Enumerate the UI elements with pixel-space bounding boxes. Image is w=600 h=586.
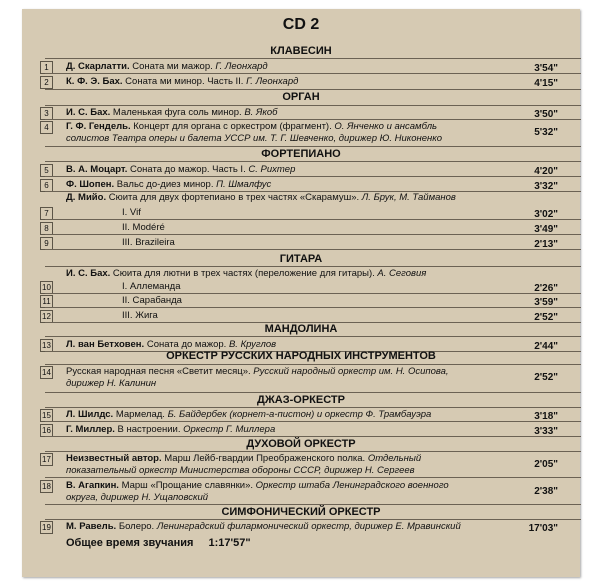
track-number: 18: [40, 480, 53, 493]
track-movement: II. Modéré: [122, 222, 165, 233]
track-duration: 3'50": [534, 109, 558, 120]
total-time: [66, 537, 251, 549]
section-harpsichord: КЛАВЕСИН: [270, 45, 332, 57]
track-composer: Г. Миллер.: [66, 424, 115, 435]
track-work: Марш «Прощание славянки».: [118, 480, 256, 491]
track-performer-continued: округа, дирижер Н. Ущаповский: [66, 492, 209, 503]
work-composer: Д. Мийо.: [66, 192, 107, 203]
track-number: 1: [40, 61, 53, 74]
track-movement: II. Сарабанда: [122, 295, 182, 306]
track-composer: Д. Скарлатти.: [66, 61, 130, 72]
divider: [45, 176, 581, 177]
total-time-label: Общее время звучания: [66, 537, 194, 549]
track-work: Мармелад.: [113, 409, 168, 420]
track-performer: Русский народный оркестр им. Н. Осипова,: [253, 366, 449, 377]
track-composer: В. А. Моцарт.: [66, 164, 128, 175]
divider: [45, 421, 581, 422]
track-performer: Оркестр штаба Ленинградского военного: [255, 480, 449, 491]
track-number: 13: [40, 339, 53, 352]
section-jazz: ДЖАЗ-ОРКЕСТР: [257, 394, 345, 406]
track-composer: Л. ван Бетховен.: [66, 339, 145, 350]
track-line: [66, 76, 506, 88]
divider: [45, 266, 581, 267]
track-performer: Ленинградский филармонический оркестр, дирижер Е. Мравинский: [156, 521, 461, 532]
divider: [45, 161, 581, 162]
track-composer: Ф. Шопен.: [66, 179, 115, 190]
track-composer: Г. Ф. Гендель.: [66, 121, 131, 132]
divider: [45, 219, 581, 220]
track-line: [66, 107, 506, 119]
track-number: 9: [40, 237, 53, 250]
work-performer: Л. Брук, М. Тайманов: [361, 192, 456, 203]
track-performer: Г. Леонхард: [215, 61, 268, 72]
divider: [45, 504, 581, 505]
section-piano: ФОРТЕПИАНО: [261, 148, 341, 160]
track-duration: 3'18": [534, 411, 558, 422]
track-performer: П. Шмалфус: [216, 179, 272, 190]
track-duration: 2'05": [534, 459, 558, 470]
track-movement: I. Vif: [122, 207, 141, 218]
track-number: 7: [40, 207, 53, 220]
divider: [45, 436, 581, 437]
track-number: 19: [40, 521, 53, 534]
track-number: 8: [40, 222, 53, 235]
track-number: 2: [40, 76, 53, 89]
divider: [45, 89, 581, 90]
track-performer-continued: показательный оркестр Министерства обороны СССР, дирижер Н. Сергеев: [66, 465, 415, 476]
track-work: Маленькая фуга соль минор.: [110, 107, 245, 118]
track-work: Концерт для органа с оркестром (фрагмент).: [130, 121, 335, 132]
track-duration: 3'54": [534, 63, 558, 74]
section-symphony: СИМФОНИЧЕСКИЙ ОРКЕСТР: [221, 506, 381, 518]
track-number: 5: [40, 164, 53, 177]
track-duration: 2'52": [534, 372, 558, 383]
divider: [45, 407, 581, 408]
track-duration: 3'49": [534, 224, 558, 235]
track-performer: С. Рихтер: [248, 164, 296, 175]
track-performer: В. Круглов: [228, 339, 277, 350]
track-line-continued: [66, 465, 506, 477]
track-number: 11: [40, 295, 53, 308]
track-performer: Оркестр Г. Миллера: [183, 424, 276, 435]
track-movement: III. Brazileira: [122, 237, 175, 248]
track-number: 6: [40, 179, 53, 192]
work-header: [66, 192, 506, 204]
track-work: Марш Лейб-гвардии Преображенского полка.: [161, 453, 368, 464]
track-composer: К. Ф. Э. Бах.: [66, 76, 123, 87]
track-composer: Неизвестный автор.: [66, 453, 162, 464]
divider: [45, 293, 581, 294]
divider: [45, 451, 581, 452]
track-line: [66, 121, 506, 133]
track-line: [66, 480, 506, 492]
divider: [45, 336, 581, 337]
track-work: В настроении.: [114, 424, 184, 435]
track-number: 4: [40, 121, 53, 134]
disc-title: CD 2: [282, 16, 320, 33]
section-folk: ОРКЕСТР РУССКИХ НАРОДНЫХ ИНСТРУМЕНТОВ: [166, 350, 436, 362]
track-composer: В. Агапкин.: [66, 480, 119, 491]
track-performer-continued: дирижер Н. Калинин: [66, 378, 157, 389]
divider: [45, 105, 581, 106]
track-composer: Л. Шилдс.: [66, 409, 114, 420]
track-performer: Б. Байдербек (корнет-а-пистон) и оркестр Ф. Трамбауэра: [167, 409, 432, 420]
divider: [45, 146, 581, 147]
track-duration: 2'52": [534, 312, 558, 323]
track-performer: О. Янченко и ансамбль: [334, 121, 438, 132]
track-number: 14: [40, 366, 53, 379]
track-work: Соната ми минор. Часть II.: [122, 76, 247, 87]
track-duration: 4'15": [534, 78, 558, 89]
track-duration: 3'32": [534, 181, 558, 192]
track-number: 10: [40, 281, 53, 294]
section-brass: ДУХОВОЙ ОРКЕСТР: [246, 438, 356, 450]
divider: [45, 519, 581, 520]
track-number: 17: [40, 453, 53, 466]
track-number: 15: [40, 409, 53, 422]
track-work: Соната до мажор.: [144, 339, 229, 350]
track-line: [66, 521, 506, 533]
divider: [45, 119, 581, 120]
track-work: Болеро.: [116, 521, 157, 532]
track-composer: М. Равель.: [66, 521, 117, 532]
divider: [45, 249, 581, 250]
section-guitar: ГИТАРА: [279, 253, 323, 265]
track-line: [66, 453, 506, 465]
booklet-page: [22, 9, 580, 577]
track-duration: 3'59": [534, 297, 558, 308]
track-work: Русская народная песня «Светит месяц».: [66, 366, 254, 377]
work-title: Сюита для лютни в трех частях (переложение для гитары).: [110, 268, 378, 279]
divider: [45, 58, 581, 59]
total-time-value: 1:17'57": [208, 537, 251, 549]
track-line: [66, 179, 506, 191]
track-duration: 3'33": [534, 426, 558, 437]
track-movement: III. Жига: [122, 310, 158, 321]
track-work: Вальс до-диез минор.: [114, 179, 217, 190]
work-header: [66, 268, 506, 280]
work-performer: А. Сеговия: [377, 268, 427, 279]
section-organ: ОРГАН: [282, 91, 320, 103]
track-line: [66, 424, 506, 436]
track-duration: 2'26": [534, 283, 558, 294]
track-work: Соната до мажор. Часть I.: [127, 164, 249, 175]
track-performer: Г. Леонхард: [246, 76, 299, 87]
work-composer: И. С. Бах.: [66, 268, 111, 279]
work-title: Сюита для двух фортепиано в трех частях «Скарамуш».: [106, 192, 362, 203]
track-line: [66, 366, 506, 378]
track-number: 16: [40, 424, 53, 437]
track-performer: В. Якоб: [244, 107, 278, 118]
track-movement: I. Аллеманда: [122, 281, 181, 292]
track-line-continued: [66, 133, 506, 145]
track-duration: 2'38": [534, 486, 558, 497]
divider: [45, 392, 581, 393]
track-duration: 2'44": [534, 341, 558, 352]
track-duration: 17'03": [528, 523, 558, 534]
track-performer: Отдельный: [367, 453, 422, 464]
track-number: 12: [40, 310, 53, 323]
divider: [45, 73, 581, 74]
divider: [45, 364, 581, 365]
divider: [45, 477, 581, 478]
track-duration: 3'02": [534, 209, 558, 220]
track-work: Соната ми мажор.: [129, 61, 216, 72]
track-line: [66, 164, 506, 176]
track-performer-continued: солистов Театра оперы и балета УССР им. Т. Г. Шевченко, дирижер Ю. Никоненко: [66, 133, 443, 144]
divider: [45, 307, 581, 308]
track-duration: 2'13": [534, 239, 558, 250]
track-line: [66, 61, 506, 73]
divider: [45, 234, 581, 235]
track-line-continued: [66, 492, 506, 504]
track-line: [66, 409, 506, 421]
track-number: 3: [40, 107, 53, 120]
section-mandolin: МАНДОЛИНА: [264, 323, 338, 335]
track-duration: 5'32": [534, 127, 558, 138]
track-composer: И. С. Бах.: [66, 107, 111, 118]
track-duration: 4'20": [534, 166, 558, 177]
track-line-continued: [66, 378, 506, 390]
